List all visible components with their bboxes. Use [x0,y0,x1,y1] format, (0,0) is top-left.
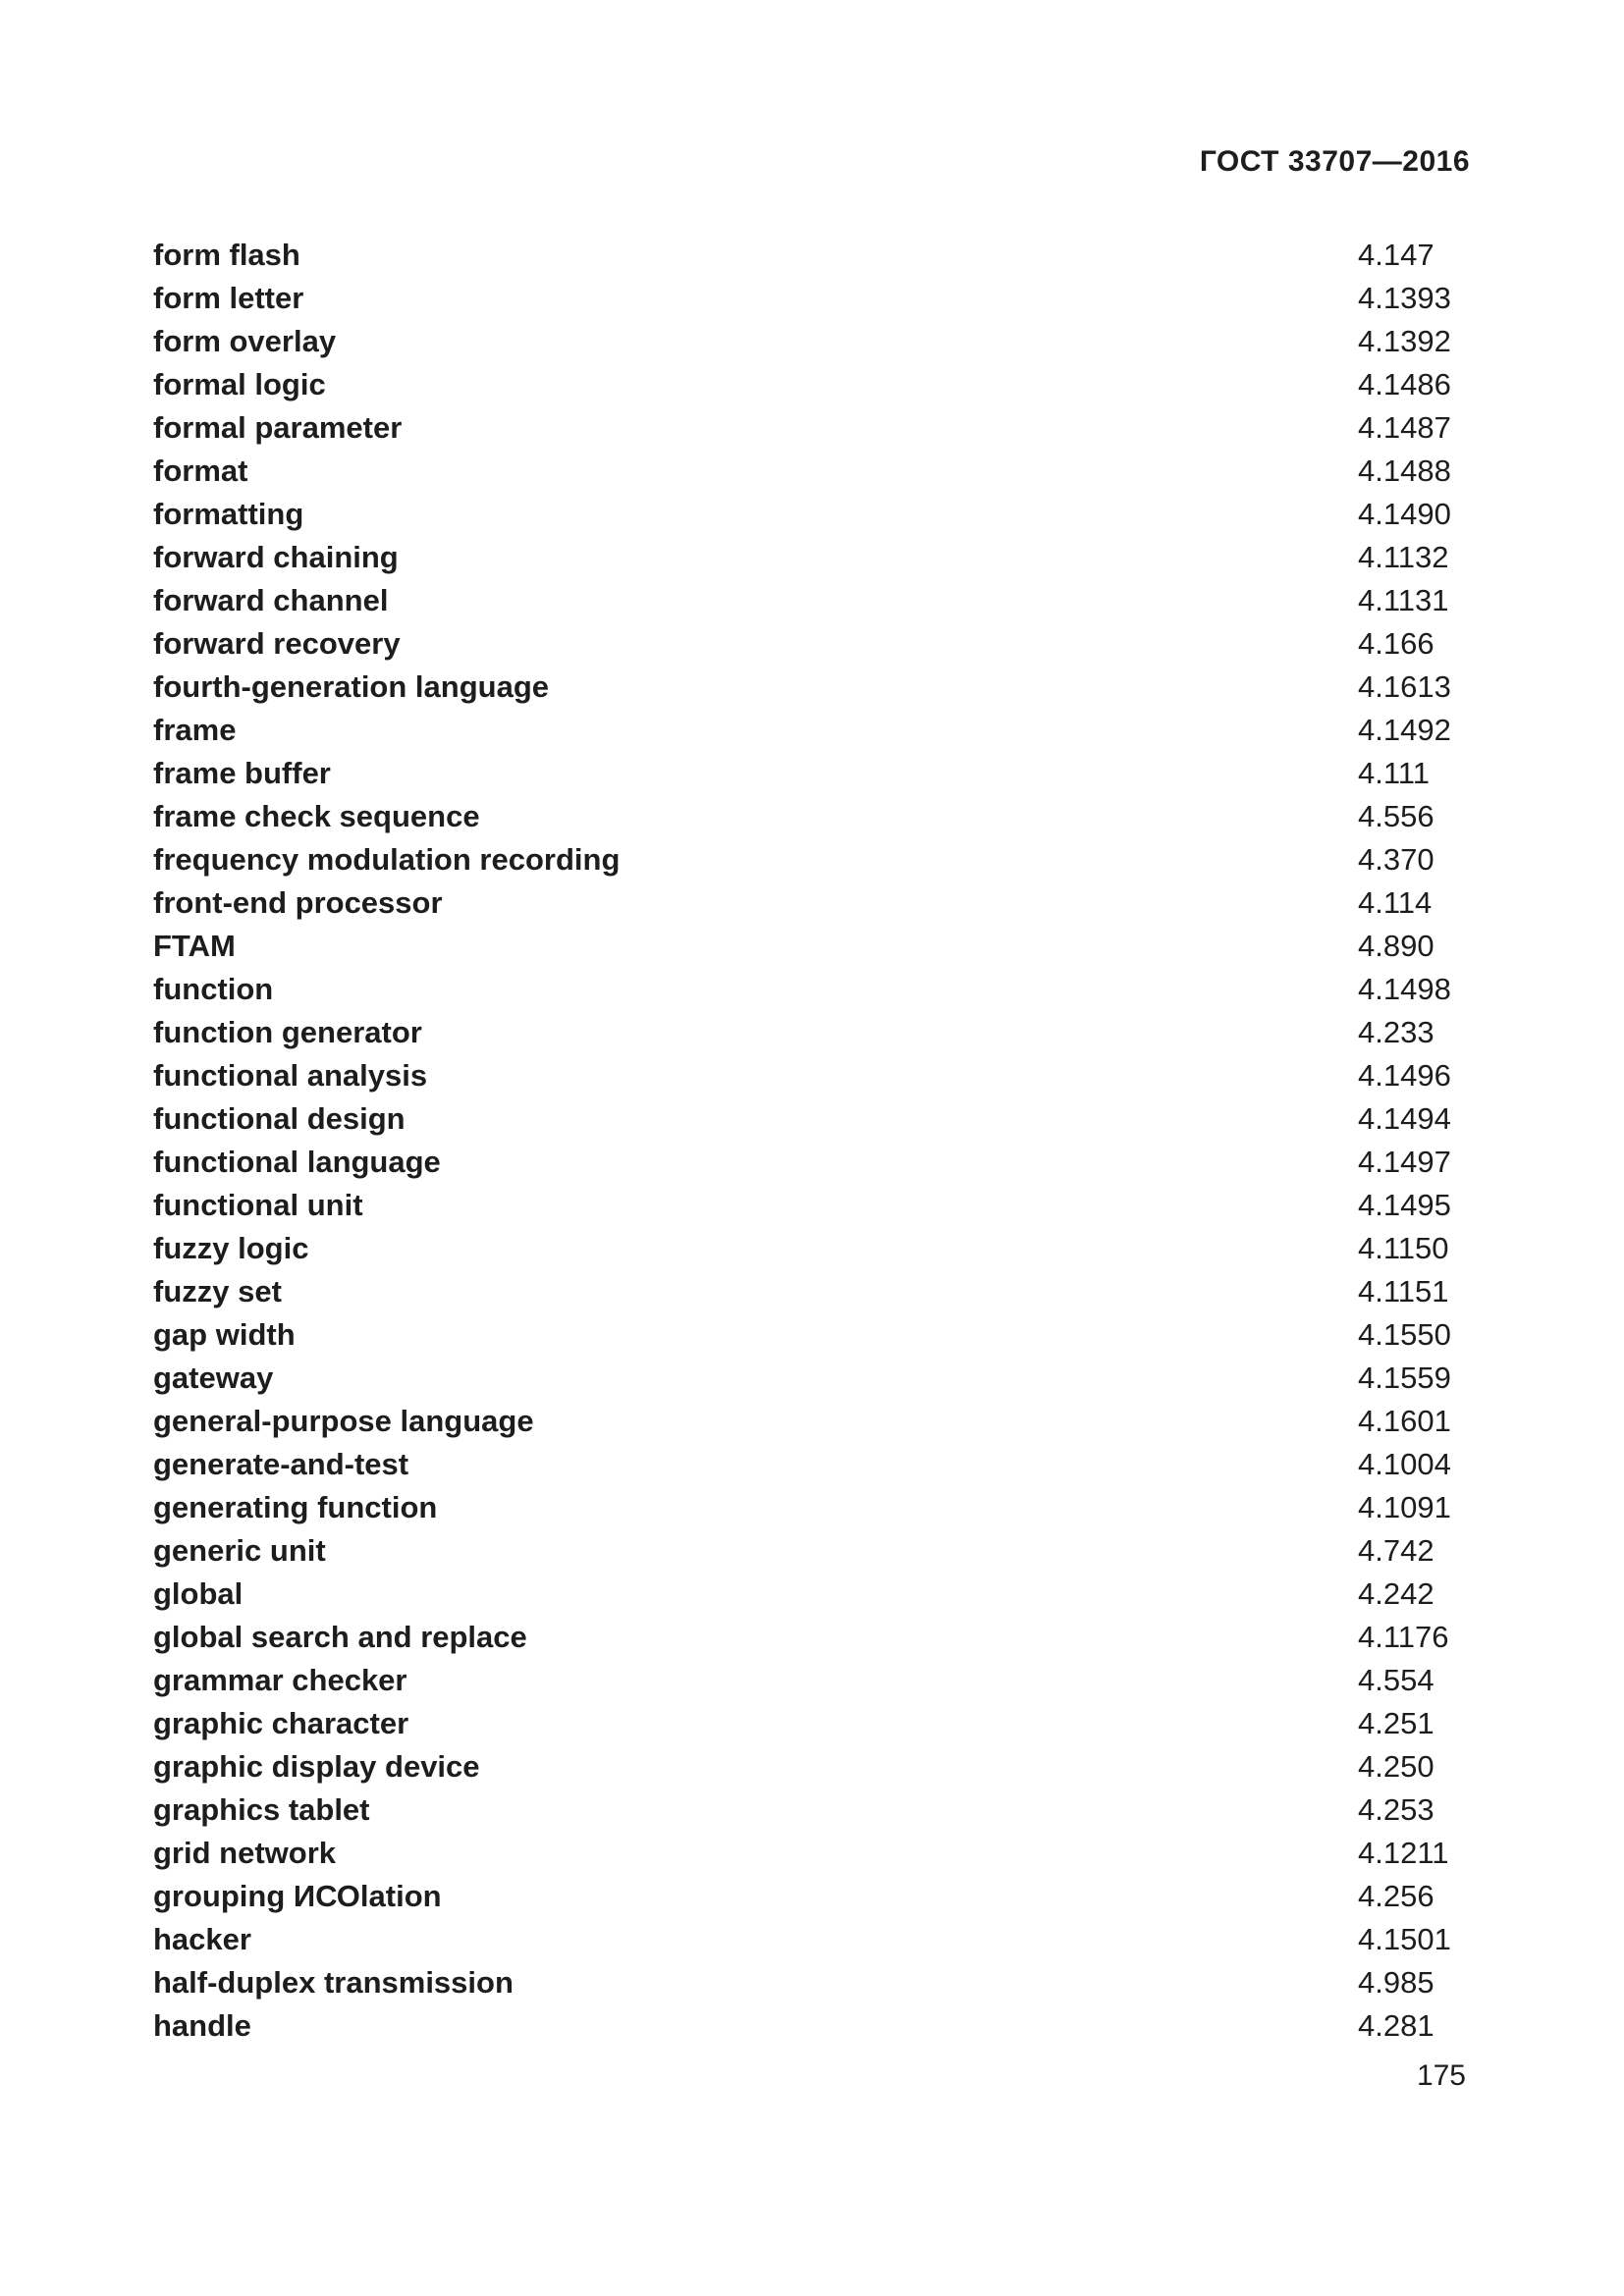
index-row [153,1832,1508,1875]
ref-number: 4.281 [1358,2008,1435,2043]
index-row [153,1313,1508,1357]
index-row [153,795,1508,838]
ref-number: 4.147 [1358,238,1435,272]
ref-number: 4.742 [1358,1533,1435,1568]
term-label: handle [153,2008,251,2043]
index-row [153,450,1508,493]
ref-number: 4.114 [1358,885,1433,920]
ref-number: 4.253 [1358,1792,1435,1827]
index-row [153,1918,1508,1961]
index-row [153,1184,1508,1227]
term-label: fourth-generation language [153,669,549,704]
term-label: generate-and-test [153,1447,409,1481]
index-row [153,881,1508,925]
index-row [153,320,1508,363]
term-label: functional unit [153,1188,363,1222]
term-label: global [153,1576,244,1611]
ref-number: 4.1486 [1358,367,1451,401]
ref-number: 4.890 [1358,929,1435,963]
ref-number: 4.1487 [1358,410,1451,445]
index-row [153,925,1508,968]
index-row [153,1097,1508,1141]
term-label: formatting [153,497,304,531]
ref-number: 4.1150 [1358,1231,1449,1265]
ref-number: 4.554 [1358,1663,1435,1697]
index-row [153,1573,1508,1616]
term-label: graphic display device [153,1749,480,1784]
term-label: generic unit [153,1533,326,1568]
ref-number: 4.166 [1358,626,1435,661]
term-label: front-end processor [153,885,443,920]
index-row [153,752,1508,795]
term-label: functional design [153,1101,406,1136]
index-row [153,1789,1508,1832]
index-row [153,1702,1508,1745]
ref-number: 4.1494 [1358,1101,1451,1136]
index-row [153,406,1508,450]
index-row [153,1529,1508,1573]
ref-number: 4.1613 [1358,669,1451,704]
index-row [153,1961,1508,2004]
index-row [153,1054,1508,1097]
ref-number: 4.1132 [1358,540,1449,574]
ref-number: 4.1488 [1358,454,1451,488]
term-label: functional language [153,1145,441,1179]
index-row [153,1357,1508,1400]
index-row [153,1011,1508,1054]
term-label: half-duplex transmission [153,1965,514,2000]
index-row [153,1745,1508,1789]
term-label: forward channel [153,583,389,617]
term-label: forward recovery [153,626,401,661]
ref-number: 4.1490 [1358,497,1451,531]
term-label: FTAM [153,929,236,963]
ref-number: 4.251 [1358,1706,1435,1740]
index-row [153,1616,1508,1659]
ref-number: 4.1497 [1358,1145,1451,1179]
term-label: grouping ИСОlation [153,1879,442,1913]
term-label: frame check sequence [153,799,480,833]
index-row [153,2004,1508,2048]
term-label: hacker [153,1922,251,1956]
index-row [153,838,1508,881]
term-label: forward chaining [153,540,399,574]
ref-number: 4.556 [1358,799,1435,833]
term-label: formal parameter [153,410,403,445]
page-number: 175 [1416,2059,1466,2092]
ref-number: 4.233 [1358,1015,1435,1049]
index-row [153,277,1508,320]
index-row [153,1227,1508,1270]
term-label: generating function [153,1490,438,1524]
index-row [153,666,1508,709]
term-label: function generator [153,1015,422,1049]
ref-number: 4.370 [1358,842,1435,877]
term-label: frame buffer [153,756,331,790]
term-label: form letter [153,281,304,315]
term-label: grammar checker [153,1663,407,1697]
ref-number: 4.1176 [1358,1620,1449,1654]
index-row [153,536,1508,579]
term-label: gap width [153,1317,296,1352]
ref-number: 4.242 [1358,1576,1435,1611]
term-label: format [153,454,248,488]
term-label: functional analysis [153,1058,428,1093]
standard-code-header: ГОСТ 33707—2016 [1199,145,1470,178]
ref-number: 4.1501 [1358,1922,1451,1956]
ref-number: 4.1091 [1358,1490,1451,1524]
ref-number: 4.256 [1358,1879,1435,1913]
index-row [153,363,1508,406]
term-label: form overlay [153,324,337,358]
ref-number: 4.1004 [1358,1447,1451,1481]
ref-number: 4.1550 [1358,1317,1451,1352]
ref-number: 4.1601 [1358,1404,1451,1438]
ref-number: 4.1492 [1358,713,1451,747]
index-row [153,493,1508,536]
index-row [153,579,1508,622]
ref-number: 4.250 [1358,1749,1435,1784]
term-label: form flash [153,238,300,272]
term-label: gateway [153,1361,274,1395]
term-label: general-purpose language [153,1404,534,1438]
term-label: formal logic [153,367,326,401]
index-list [153,234,1508,2048]
term-label: global search and replace [153,1620,527,1654]
index-row [153,709,1508,752]
index-row [153,1486,1508,1529]
index-row [153,622,1508,666]
ref-number: 4.1211 [1358,1836,1449,1870]
index-row [153,1659,1508,1702]
ref-number: 4.1496 [1358,1058,1451,1093]
index-row [153,234,1508,277]
term-label: graphics tablet [153,1792,370,1827]
ref-number: 4.1495 [1358,1188,1451,1222]
term-label: fuzzy set [153,1274,282,1308]
index-row [153,1270,1508,1313]
term-label: frame [153,713,237,747]
index-row [153,1443,1508,1486]
ref-number: 4.985 [1358,1965,1435,2000]
ref-number: 4.1559 [1358,1361,1451,1395]
index-row [153,1141,1508,1184]
index-row [153,968,1508,1011]
ref-number: 4.1393 [1358,281,1451,315]
ref-number: 4.1392 [1358,324,1451,358]
index-row [153,1400,1508,1443]
ref-number: 4.1151 [1358,1274,1449,1308]
ref-number: 4.1131 [1358,583,1449,617]
index-row [153,1875,1508,1918]
ref-number: 4.1498 [1358,972,1451,1006]
ref-number: 4.111 [1358,756,1430,790]
term-label: grid network [153,1836,337,1870]
term-label: fuzzy logic [153,1231,309,1265]
term-label: function [153,972,274,1006]
term-label: frequency modulation recording [153,842,621,877]
term-label: graphic character [153,1706,409,1740]
